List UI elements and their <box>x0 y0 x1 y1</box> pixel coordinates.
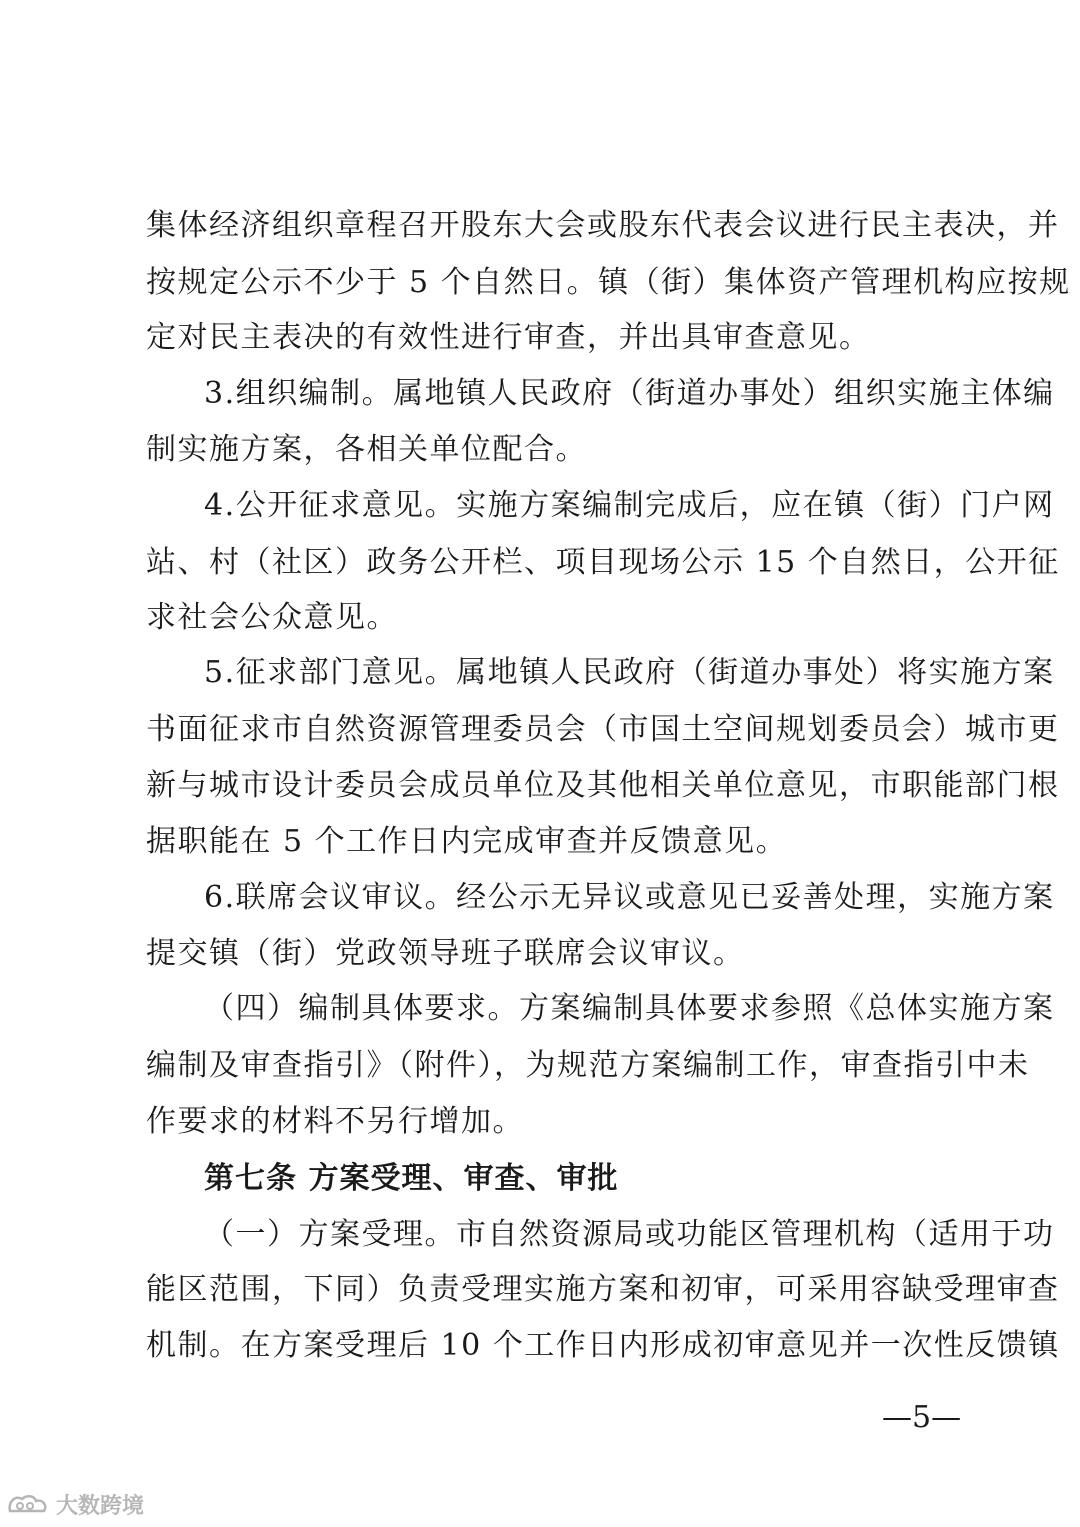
text-line-9: 5.征求部门意见。属地镇人民政府（街道办事处）将实施方案 <box>204 655 1055 690</box>
text-line-4: 3.组织编制。属地镇人民政府（街道办事处）组织实施主体编 <box>204 376 1055 411</box>
text-line-7: 站、村（社区）政务公开栏、项目现场公示 15 个自然日，公开征 <box>146 545 1060 580</box>
text-line-13: 6.联席会议审议。经公示无异议或意见已妥善处理，实施方案 <box>204 880 1055 915</box>
text-line-19: （一）方案受理。市自然资源局或功能区管理机构（适用于功 <box>204 1217 1055 1252</box>
text-line-20: 能区范围，下同）负责受理实施方案和初审，可采用容缺受理审查 <box>146 1272 1060 1307</box>
text-line-17: 作要求的材料不另行增加。 <box>146 1104 524 1139</box>
text-line-5: 制实施方案，各相关单位配合。 <box>146 432 587 467</box>
watermark <box>6 1488 144 1520</box>
text-line-21: 机制。在方案受理后 10 个工作日内形成初审意见并一次性反馈镇 <box>146 1328 1060 1363</box>
text-line-2: 按规定公示不少于 5 个自然日。镇（街）集体资产管理机构应按规 <box>146 265 1071 300</box>
text-line-16: 编制及审查指引》（附件），为规范方案编制工作，审查指引中未 <box>146 1048 1030 1083</box>
text-line-10: 书面征求市自然资源管理委员会（市国土空间规划委员会）城市更 <box>146 712 1060 747</box>
page-number: —5— <box>882 1400 962 1435</box>
text-line-11: 新与城市设计委员会成员单位及其他相关单位意见，市职能部门根 <box>146 768 1060 803</box>
text-line-8: 求社会公众意见。 <box>146 600 398 635</box>
logo-icon <box>6 1491 50 1517</box>
text-line-14: 提交镇（街）党政领导班子联席会议审议。 <box>146 936 745 971</box>
text-line-15: （四）编制具体要求。方案编制具体要求参照《总体实施方案 <box>204 991 1055 1026</box>
text-line-6: 4.公开征求意见。实施方案编制完成后，应在镇（街）门户网 <box>204 488 1055 523</box>
text-line-1: 集体经济组织章程召开股东大会或股东代表会议进行民主表决，并 <box>146 208 1060 243</box>
article-heading: 第七条 方案受理、审查、审批 <box>204 1161 619 1196</box>
text-line-12: 据职能在 5 个工作日内完成审查并反馈意见。 <box>146 824 788 859</box>
watermark-text: 大数跨境 <box>56 1493 145 1519</box>
text-line-3: 定对民主表决的有效性进行审查，并出具审查意见。 <box>146 320 871 355</box>
